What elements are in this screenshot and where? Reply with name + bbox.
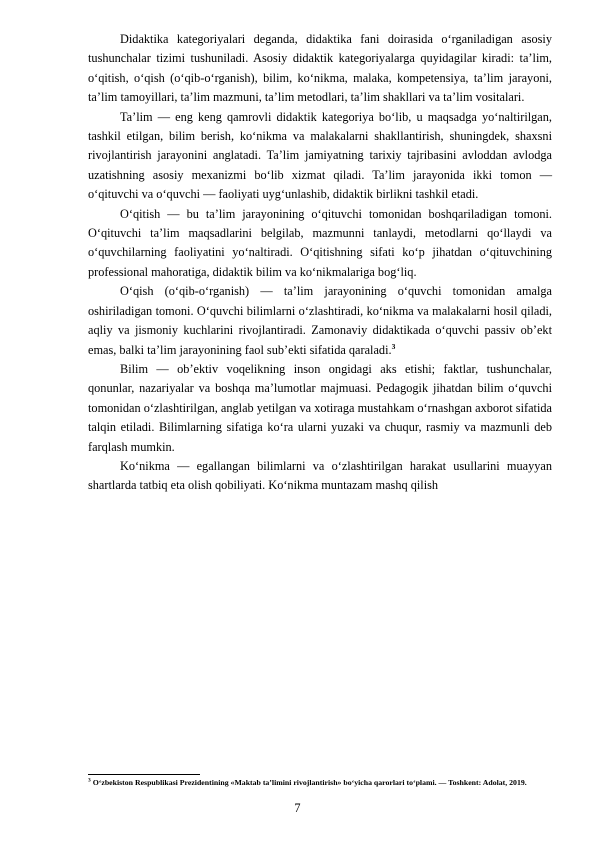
footnote-reference[interactable]: 3	[391, 341, 396, 351]
paragraph-text: Bilim — ob’ektiv voqelikning inson ongidagi aks etishi; faktlar, tushunchalar, qonunlar, nazariyalar va boshqa ma’lumotlar majmuasi. Pedagogik jihatdan bilim o‘quvchi tomonidan o‘zlashtirilgan, anglab yetilgan va xotiraga mustahkam o‘rnashgan axborot sifatida talqin etiladi. Bilimlarning sifatiga ko‘ra ularni yuzaki va chuqur, rasmiy va mazmunli deb farqlash mumkin.	[88, 361, 552, 454]
paragraph-text: O‘qitish — bu ta’lim jarayonining o‘qituvchi tomonidan boshqariladigan tomoni. O‘qituvchi ta’lim maqsadlarini belgilab, mazmunni tanlaydi, metodlarni qo‘llaydi va o‘quvchilarning faoliyatini yo‘naltiradi. O‘qitishning sifati ko‘p jihatdan o‘qituvchining professional mahoratiga, didaktik bilim va ko‘nikmalariga bog‘liq.	[88, 206, 552, 279]
paragraph-text: Ko‘nikma — egallangan bilimlarni va o‘zlashtirilgan harakat usullarini muayyan shartlarda tatbiq eta olish qobiliyati. Ko‘nikma muntazam mashq qilish	[88, 458, 552, 493]
paragraph-konikma	[88, 457, 552, 496]
footnote	[88, 777, 552, 788]
document-body	[88, 30, 552, 496]
footnote-divider	[88, 774, 200, 775]
paragraph-bilim	[88, 360, 552, 457]
paragraph-text: Ta’lim — eng keng qamrovli didaktik kategoriya bo‘lib, u maqsadga yo‘naltirilgan, tashkil etilgan, bilim berish, ko‘nikma va malakalarni shakllantirish, shuningdek, shaxsni rivojlantirish jarayonini anglatadi. Ta’lim jamiyatning tarixiy tajribasini avloddan avlodga uzatishning asosiy mexanizmi bo‘lib xizmat qiladi. Ta’lim jarayonida ikki tomon — o‘qituvchi va o‘quvchi — faoliyati uyg‘unlashib, didaktik birlikni tashkil etadi.	[88, 109, 552, 202]
paragraph-didactic-categories	[88, 30, 552, 108]
paragraph-talim	[88, 108, 552, 205]
page-number: 7	[294, 801, 301, 815]
paragraph-oqish	[88, 282, 552, 360]
footnote-text: O‘zbekiston Respublikasi Prezidentining «Maktab ta’limini rivojlantirish» bo‘yicha qarorlari to‘plami. — Toshkent: Adolat, 2019.	[92, 778, 527, 787]
paragraph-oqitish	[88, 205, 552, 283]
footnote-number: 3	[88, 777, 91, 784]
paragraph-text: Didaktika kategoriyalari deganda, didaktika fani doirasida o‘rganiladigan asosiy tushunchalar tizimi tushuniladi. Asosiy didaktik kategoriyalarga quyidagilar kiradi: ta’lim, o‘qitish, o‘qish (o‘qib-o‘rganish), bilim, ko‘nikma, malaka, kompetensiya, ta’lim jarayoni, ta’lim tamoyillari, ta’lim mazmuni, ta’lim metodlari, ta’lim shakllari va ta’lim vositalari.	[88, 32, 552, 105]
paragraph-text: O‘qish (o‘qib-o‘rganish) — ta’lim jarayonining o‘quvchi tomonidan amalga oshiriladigan tomoni. O‘quvchi bilimlarni o‘zlashtiradi, ko‘nikma va malakalarni hosil qiladi, aqliy va jismoniy kuchlarini rivojlantiradi. Zamonaviy didaktikada o‘quvchi passiv ob’ekt emas, balki ta’lim jarayonining faol sub’ekti sifatida qaraladi.	[88, 284, 552, 357]
